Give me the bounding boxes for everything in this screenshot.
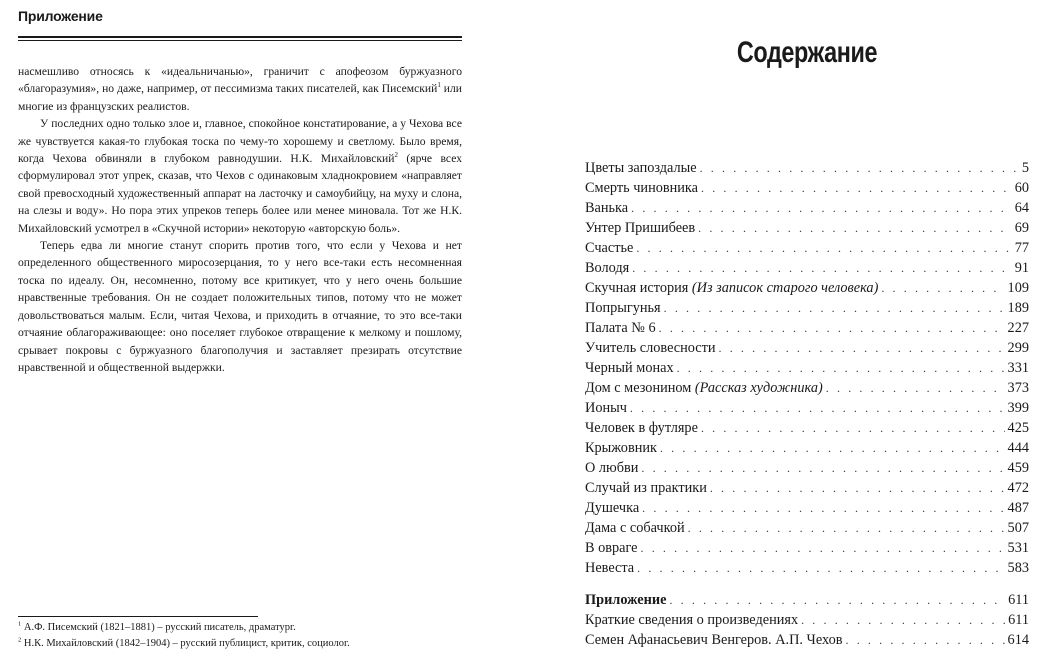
dot-leader — [631, 198, 1012, 218]
dot-leader — [826, 378, 1005, 398]
dot-leader — [641, 538, 1005, 558]
toc-entry[interactable] — [585, 630, 1029, 650]
toc-entry[interactable] — [585, 518, 1029, 538]
toc-entry-title: Семен Афанасьевич Венгеров. А.П. Чехов — [585, 632, 843, 648]
toc-entry-page: 531 — [1007, 540, 1029, 556]
toc-entry[interactable] — [585, 338, 1029, 358]
dot-leader — [710, 478, 1005, 498]
toc-entry-title: О любви — [585, 460, 639, 476]
toc-entry-page: 227 — [1007, 320, 1029, 336]
dot-leader — [637, 558, 1004, 578]
toc-entry[interactable] — [585, 498, 1029, 518]
toc-entry-page: 109 — [1007, 280, 1029, 296]
dot-leader — [801, 610, 1005, 630]
toc-entry-subtitle: (Из записок старого человека) — [691, 280, 879, 296]
toc-entry-page: 614 — [1007, 632, 1029, 648]
running-head: Приложение — [18, 8, 103, 24]
toc-list — [585, 158, 1029, 578]
toc-entry[interactable] — [585, 198, 1029, 218]
toc-entry-title: Душечка — [585, 500, 640, 516]
appendix-list — [585, 590, 1029, 650]
header-rule-thick — [18, 36, 462, 38]
dot-leader — [641, 458, 1004, 478]
toc-entry-page: 507 — [1007, 520, 1029, 536]
toc-gap — [585, 578, 1029, 590]
toc-entry-page: 487 — [1007, 500, 1029, 516]
dot-leader — [636, 238, 1011, 258]
toc-entry[interactable] — [585, 378, 1029, 398]
toc-entry-title: Учитель словесности — [585, 340, 716, 356]
toc-entry-title: Невеста — [585, 560, 635, 576]
toc-title: Содержание — [736, 36, 878, 69]
toc-entry-page: 611 — [1008, 612, 1029, 628]
toc-entry-page: 60 — [1014, 180, 1029, 196]
toc-entry-title: Краткие сведения о произведениях — [585, 612, 799, 628]
toc-entry-page: 5 — [1021, 160, 1029, 176]
dot-leader — [719, 338, 1005, 358]
dot-leader — [669, 590, 1005, 610]
toc-entry-title: Ионыч — [585, 400, 627, 416]
footnote-ref-2[interactable]: 2 — [394, 151, 398, 160]
dot-leader — [700, 158, 1019, 178]
toc-entry[interactable] — [585, 558, 1029, 578]
dot-leader — [846, 630, 1005, 650]
paragraph-2: У последних одно только злое и, главное, спокойное констатирование, а у Чехова все же чувствуется какая-то глубокая тоска по чему-то хорошему и светлому. Было время, когда Чехова обвиняли в глубоком равнодушии. Н.К. Михайловский$^2$ (ярче всех сформулировал этот упрек, сказав, что Чехов с одинаковым хладнокровием «направляет свой превосходный художественный аппарат на ласточку и самоубийцу, на муху и слона, на слезы и воду». Но пора этих упреков теперь более или менее миновала. Тот же Н.К. Михайловский усмотрел в «Скучной истории» некоторую «авторскую боль». — [18, 117, 462, 235]
dot-leader — [701, 418, 1005, 438]
toc-entry[interactable] — [585, 438, 1029, 458]
toc-entry[interactable] — [585, 298, 1029, 318]
toc-entry-title: Попрыгунья — [585, 300, 661, 316]
toc-entry-page: 611 — [1008, 592, 1029, 608]
toc-entry-page: 373 — [1007, 380, 1029, 396]
toc-entry-page: 583 — [1007, 560, 1029, 576]
toc-entry-title: Счастье — [585, 240, 634, 256]
toc-entry-subtitle: (Рассказ художника) — [694, 380, 823, 396]
toc-entry-page: 459 — [1007, 460, 1029, 476]
toc-entry-title: Палата № 6 — [585, 320, 656, 336]
toc-entry[interactable] — [585, 218, 1029, 238]
table-of-contents — [585, 158, 1029, 650]
toc-entry[interactable] — [585, 418, 1029, 438]
footnote-2: $^2$ Н.К. Михайловский (1842–1904) – русский публицист, критик, социолог. — [18, 636, 350, 649]
toc-entry-appendix[interactable] — [585, 590, 1029, 610]
header-rule-thin — [18, 40, 462, 41]
dot-leader — [881, 278, 1004, 298]
toc-entry-title: Володя — [585, 260, 630, 276]
dot-leader — [664, 298, 1005, 318]
toc-entry-page: 91 — [1014, 260, 1029, 276]
toc-entry-title: Ванька — [585, 200, 629, 216]
toc-entry[interactable] — [585, 178, 1029, 198]
toc-entry-title: Крыжовник — [585, 440, 657, 456]
toc-entry[interactable] — [585, 398, 1029, 418]
toc-entry-page: 64 — [1014, 200, 1029, 216]
toc-entry-page: 69 — [1014, 220, 1029, 236]
footnotes — [18, 620, 462, 651]
toc-entry-title: Черный монах — [585, 360, 674, 376]
toc-entry-page: 399 — [1007, 400, 1029, 416]
toc-entry-title: Скучная история (Из записок старого человека) — [585, 280, 879, 296]
toc-entry[interactable] — [585, 158, 1029, 178]
dot-leader — [677, 358, 1005, 378]
toc-entry-page: 444 — [1007, 440, 1029, 456]
toc-entry[interactable] — [585, 278, 1029, 298]
dot-leader — [632, 258, 1011, 278]
toc-entry[interactable] — [585, 610, 1029, 630]
dot-leader — [642, 498, 1004, 518]
toc-entry-title: Цветы запоздалые — [585, 160, 697, 176]
toc-entry[interactable] — [585, 538, 1029, 558]
dot-leader — [688, 518, 1005, 538]
toc-entry-title: В овраге — [585, 540, 638, 556]
toc-entry-page: 77 — [1014, 240, 1029, 256]
toc-entry[interactable] — [585, 258, 1029, 278]
toc-entry[interactable] — [585, 318, 1029, 338]
toc-entry-title: Дом с мезонином (Рассказ художника) — [585, 380, 823, 396]
footnote-rule — [18, 616, 258, 617]
toc-entry-page: 189 — [1007, 300, 1029, 316]
body-text — [18, 63, 462, 376]
toc-entry-page: 472 — [1007, 480, 1029, 496]
toc-entry[interactable] — [585, 458, 1029, 478]
toc-entry-page: 331 — [1007, 360, 1029, 376]
toc-entry-title: Случай из практики — [585, 480, 707, 496]
toc-entry-title: Унтер Пришибеев — [585, 220, 696, 236]
footnote-ref-1[interactable]: 1 — [437, 81, 441, 90]
dot-leader — [701, 178, 1012, 198]
toc-entry[interactable] — [585, 358, 1029, 378]
toc-entry-title: Дама с собачкой — [585, 520, 685, 536]
paragraph-3: Теперь едва ли многие станут спорить против того, что если у Чехова и нет определенного общественного миросозерцания, то у него все-таки есть несомненная тоска по идеалу. Он, несомненно, потому все критикует, что у него очень большие нравственные требования. Он не создает положительных типов, потому что не может довольствоваться малым. Если, читая Чехова, и приходить в отчаяние, то это все-таки отчаяние облагораживающее: оно поселяет глубокое отвращение к мелкому и пошлому, срывает покровы с буржуазного благополучия и заставляет презирать отсутствие нравственной и общественной выдержки. — [18, 239, 462, 374]
toc-entry[interactable] — [585, 478, 1029, 498]
toc-entry-page: 425 — [1007, 420, 1029, 436]
toc-entry-page: 299 — [1007, 340, 1029, 356]
toc-entry-title: Человек в футляре — [585, 420, 698, 436]
toc-entry-title: Приложение — [585, 592, 667, 608]
dot-leader — [698, 218, 1012, 238]
dot-leader — [660, 438, 1005, 458]
dot-leader — [630, 398, 1005, 418]
toc-entry-title: Смерть чиновника — [585, 180, 698, 196]
dot-leader — [659, 318, 1005, 338]
toc-entry[interactable] — [585, 238, 1029, 258]
paragraph-1: насмешливо относясь к «идеальничанью», граничит с апофеозом буржуазного «благоразумия», но даже, например, от пессимизма таких писателей, как Писемский$^1$ или многие из французских реалистов. — [18, 65, 462, 113]
footnote-1: $^1$ А.Ф. Писемский (1821–1881) – русский писатель, драматург. — [18, 620, 296, 633]
